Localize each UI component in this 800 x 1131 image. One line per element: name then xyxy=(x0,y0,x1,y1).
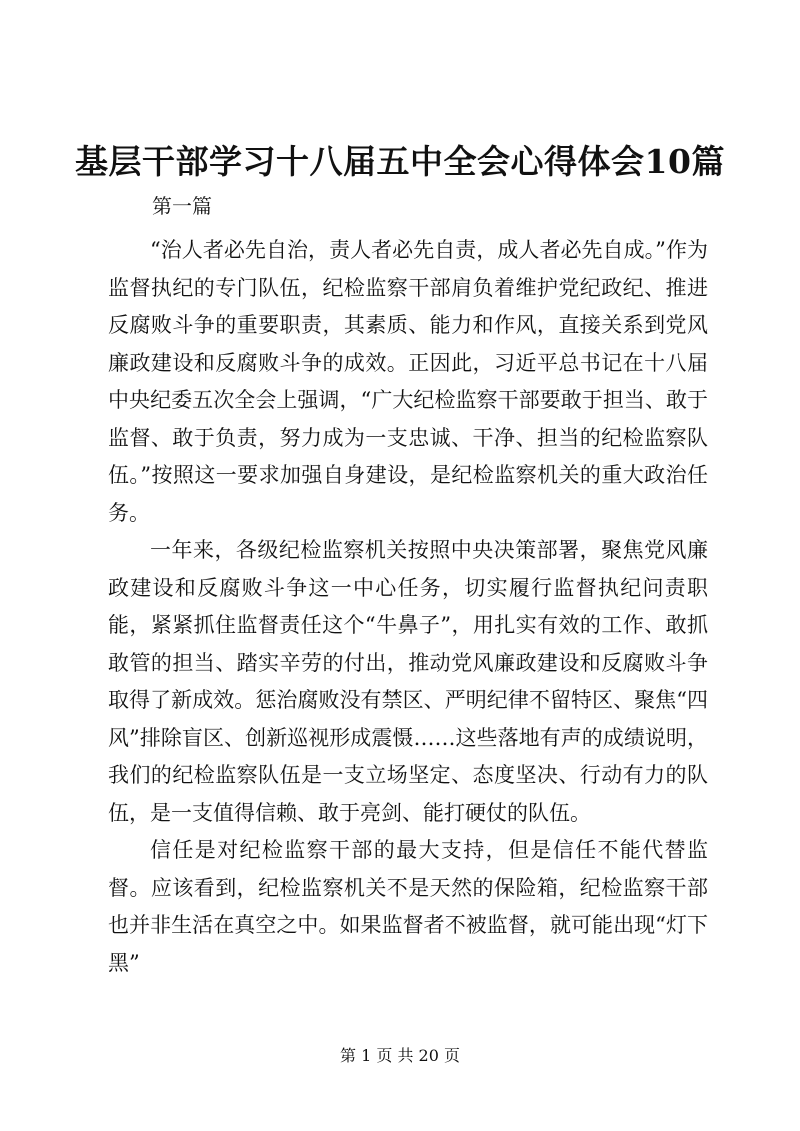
paragraph-2: 一年来，各级纪检监察机关按照中央决策部署，聚焦党风廉政建设和反腐败斗争这一中心任务，切实履行监督执纪问责职能，紧紧抓住监督责任这个“牛鼻子”，用扎实有效的工作、敢抓敢管的担当、踏实辛劳的付出，推动党风廉政建设和反腐败斗争取得了新成效。惩治腐败没有禁区、严明纪律不留特区、聚焦“四风”排除盲区、创新巡视形成震慑……这些落地有声的成绩说明，我们的纪检监察队伍是一支立场坚定、态度坚决、行动有力的队伍，是一支值得信赖、敢于亮剑、能打硬仗的队伍。 xyxy=(108,538,708,825)
document-body xyxy=(108,232,708,982)
page-footer: 第 1 页 共 20 页 xyxy=(340,1046,460,1065)
paragraph-1: “治人者必先自治，责人者必先自责，成人者必先自成。”作为监督执纪的专门队伍，纪检监察干部肩负着维护党纪政纪、推进反腐败斗争的重要职责，其素质、能力和作风，直接关系到党风廉政建设和反腐败斗争的成效。正因此，习近平总书记在十八届中央纪委五次全会上强调，“广大纪检监察干部要敢于担当、敢于监督、敢于负责，努力成为一支忠诚、干净、担当的纪检监察队伍。”按照这一要求加强自身建设，是纪检监察机关的重大政治任务。 xyxy=(108,238,708,525)
section-heading: 第一篇 xyxy=(152,194,212,218)
paragraph-3: 信任是对纪检监察干部的最大支持，但是信任不能代替监督。应该看到，纪检监察机关不是天然的保险箱，纪检监察干部也并非生活在真空之中。如果监督者不被监督，就可能出现“灯下黑” xyxy=(108,838,708,975)
document-title: 基层干部学习十八届五中全会心得体会10篇 xyxy=(75,142,725,181)
